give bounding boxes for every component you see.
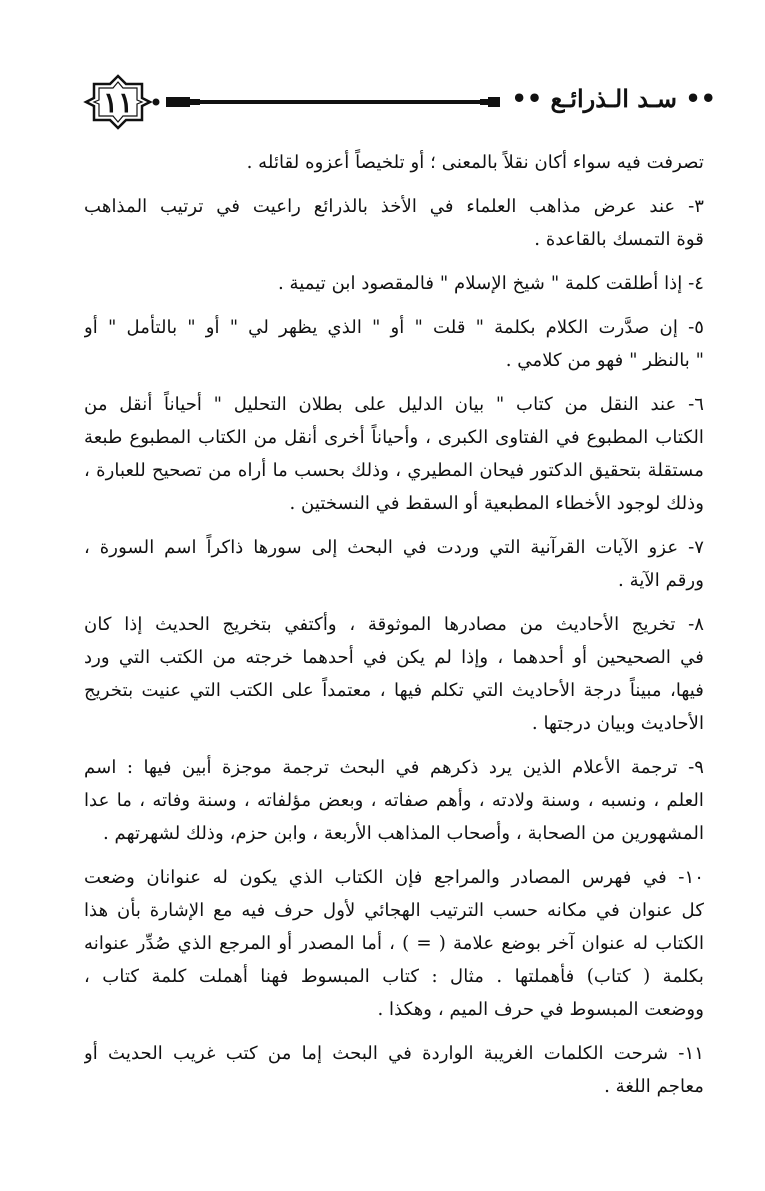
paragraph-8 [84, 751, 704, 850]
text-line: كل عنوان في مكانه حسب الترتيب الهجائي لأول حرف فيه مع الإشارة بأن هذا [84, 900, 704, 921]
paragraph-3 [84, 267, 704, 300]
text-line: ٣- عند عرض مذاهب العلماء في الأخذ بالذرائع راعيت في ترتيب المذاهب [84, 196, 704, 217]
paragraph-1 [84, 146, 704, 179]
page-header [80, 74, 716, 130]
text-line: ٧- عزو الآيات القرآنية التي وردت في البحث إلى سورها ذاكراً اسم السورة ، [84, 537, 704, 558]
text-line: ورقم الآية . [618, 570, 704, 591]
text-line: وذلك لوجود الأخطاء المطبعية أو السقط في النسختين . [289, 493, 704, 514]
text-line: العلم ، ونسبه ، وسنة ولادته ، وأهم صفاته ، وبعض مؤلفاته ، وسنة وفاته ، ما عدا [84, 790, 704, 811]
header-rule [153, 97, 501, 107]
page-number: ١١ [102, 85, 134, 119]
text-line: " بالنظر " فهو من كلامي . [505, 350, 704, 371]
running-title: •• سـد الـذرائـع •• [511, 84, 716, 113]
paragraph-4 [84, 311, 704, 377]
text-line: ٤- إذا أطلقت كلمة " شيخ الإسلام " فالمقصود ابن تيمية . [277, 273, 704, 294]
paragraph-7 [84, 608, 704, 740]
text-line: مستقلة بتحقيق الدكتور فيحان المطيري ، وذلك بحسب ما أراه من تصحيح للعبارة ، [84, 460, 704, 481]
text-line: الكتاب المطبوع في الفتاوى الكبرى ، وأحياناً أخرى أنقل من الكتاب المطبوع طبعة [84, 427, 704, 448]
text-line: بكلمة ( كتاب) فأهملتها . مثال : كتاب المبسوط فهنا أهملت كلمة كتاب ، [84, 966, 704, 987]
page-body [84, 146, 704, 1114]
paragraph-10 [84, 1037, 704, 1103]
text-line: ووضعت المبسوط في حرف الميم ، وهكذا . [377, 999, 704, 1020]
paragraph-2 [84, 190, 704, 256]
paragraph-6 [84, 531, 704, 597]
text-line: الكتاب له عنوان آخر بوضع علامة ( = ) ، أما المصدر أو المرجع الذي صُدِّر عنوانه [84, 933, 704, 954]
text-line: معاجم اللغة . [604, 1076, 704, 1097]
text-line: في الصحيحين أو أحدهما ، وإذا لم يكن في أحدهما خرجته من الكتب التي ورد [84, 647, 704, 668]
paragraph-5 [84, 388, 704, 520]
text-line: فيها، مبيناً درجة الأحاديث التي تكلم فيها ، معتمداً على الكتب التي عنيت بتخريج [84, 680, 704, 701]
text-line: المشهورين من الصحابة ، وأصحاب المذاهب الأربعة ، وابن حزم، وذلك لشهرتهم . [102, 823, 704, 844]
text-line: ٦- عند النقل من كتاب " بيان الدليل على بطلان التحليل " أحياناً أنقل من [84, 394, 704, 415]
paragraph-9 [84, 861, 704, 1026]
text-line: ٩- ترجمة الأعلام الذين يرد ذكرهم في البحث ترجمة موجزة أبين فيها : اسم [84, 757, 704, 778]
text-line: تصرفت فيه سواء أكان نقلاً بالمعنى ؛ أو تلخيصاً أعزوه لقائله . [246, 152, 704, 173]
text-line: ١٠- في فهرس المصادر والمراجع فإن الكتاب الذي يكون له عنوانان وضعت [84, 867, 704, 888]
text-line: ١١- شرحت الكلمات الغريبة الواردة في البحث إما من كتب غريب الحديث أو [84, 1043, 704, 1064]
text-line: ٥- إن صدَّرت الكلام بكلمة " قلت " أو " الذي يظهر لي " أو " بالتأمل " أو [84, 317, 704, 338]
text-line: قوة التمسك بالقاعدة . [534, 229, 704, 250]
text-line: ٨- تخريج الأحاديث من مصادرها الموثوقة ، وأكتفي بتخريج الحديث إذا كان [84, 614, 704, 635]
text-line: الأحاديث وبيان درجتها . [531, 713, 704, 734]
